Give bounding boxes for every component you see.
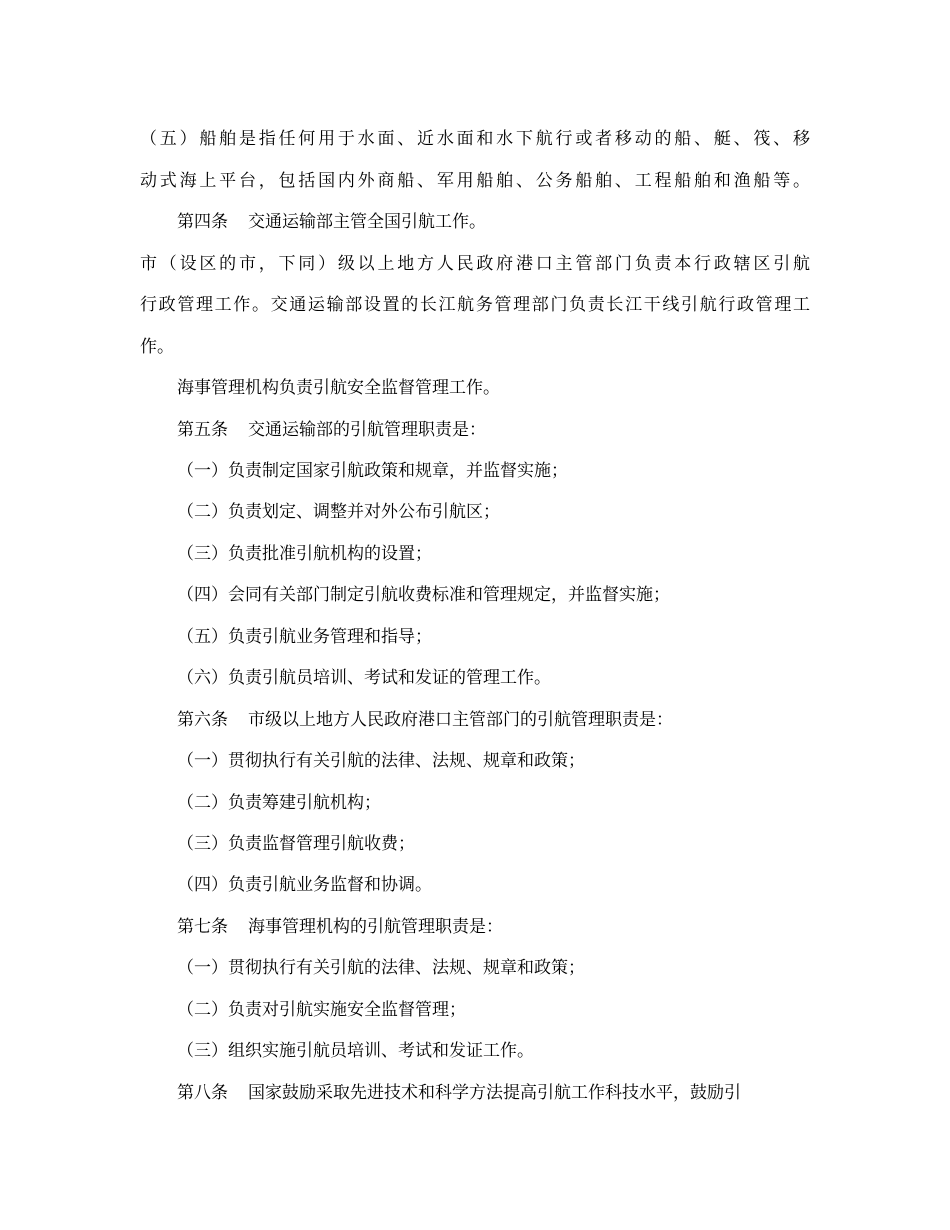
- list-item: （三）负责批准引航机构的设置；: [177, 544, 432, 564]
- list-item: （四）会同有关部门制定引航收费标准和管理规定，并监督实施；: [177, 585, 670, 605]
- article-number: 第五条: [177, 420, 228, 440]
- article-number: 第四条: [177, 212, 228, 232]
- article-text: 海事管理机构的引航管理职责是：: [248, 917, 503, 937]
- article-7: [177, 916, 503, 938]
- article-8: [177, 1082, 741, 1104]
- article-text: 交通运输部的引航管理职责是：: [248, 420, 486, 440]
- article-6: [177, 709, 673, 731]
- list-item: （一）负责制定国家引航政策和规章，并监督实施；: [177, 461, 568, 481]
- list-item: （六）负责引航员培训、考试和发证的管理工作。: [177, 668, 551, 688]
- list-item: （二）负责筹建引航机构；: [177, 793, 381, 813]
- article-number: 第八条: [177, 1083, 228, 1103]
- paragraph-line: 作。: [140, 337, 174, 357]
- article-text: 交通运输部主管全国引航工作。: [248, 212, 486, 232]
- article-text: 市级以上地方人民政府港口主管部门的引航管理职责是：: [248, 710, 673, 730]
- paragraph-line: 动式海上平台，包括国内外商船、军用船舶、公务船舶、工程船舶和渔船等。: [140, 171, 810, 191]
- paragraph-line: 行政管理工作。交通运输部设置的长江航务管理部门负责长江干线引航行政管理工: [140, 295, 810, 315]
- article-4: [177, 211, 486, 233]
- list-item: （三）负责监督管理引航收费；: [177, 834, 415, 854]
- article-number: 第六条: [177, 710, 228, 730]
- article-number: 第七条: [177, 917, 228, 937]
- paragraph-line: （五）船舶是指任何用于水面、近水面和水下航行或者移动的船、艇、筏、移: [140, 129, 810, 149]
- list-item: （五）负责引航业务管理和指导；: [177, 627, 432, 647]
- article-5: [177, 419, 486, 441]
- article-text: 国家鼓励采取先进技术和科学方法提高引航工作科技水平，鼓励引: [248, 1083, 741, 1103]
- paragraph-line: 市（设区的市，下同）级以上地方人民政府港口主管部门负责本行政辖区引航: [140, 254, 810, 274]
- list-item: （一）贯彻执行有关引航的法律、法规、规章和政策；: [177, 751, 585, 771]
- list-item: （四）负责引航业务监督和协调。: [177, 875, 432, 895]
- paragraph-line: 海事管理机构负责引航安全监督管理工作。: [177, 378, 500, 398]
- list-item: （二）负责划定、调整并对外公布引航区；: [177, 502, 500, 522]
- list-item: （一）贯彻执行有关引航的法律、法规、规章和政策；: [177, 958, 585, 978]
- list-item: （三）组织实施引航员培训、考试和发证工作。: [177, 1041, 534, 1061]
- list-item: （二）负责对引航实施安全监督管理；: [177, 1000, 466, 1020]
